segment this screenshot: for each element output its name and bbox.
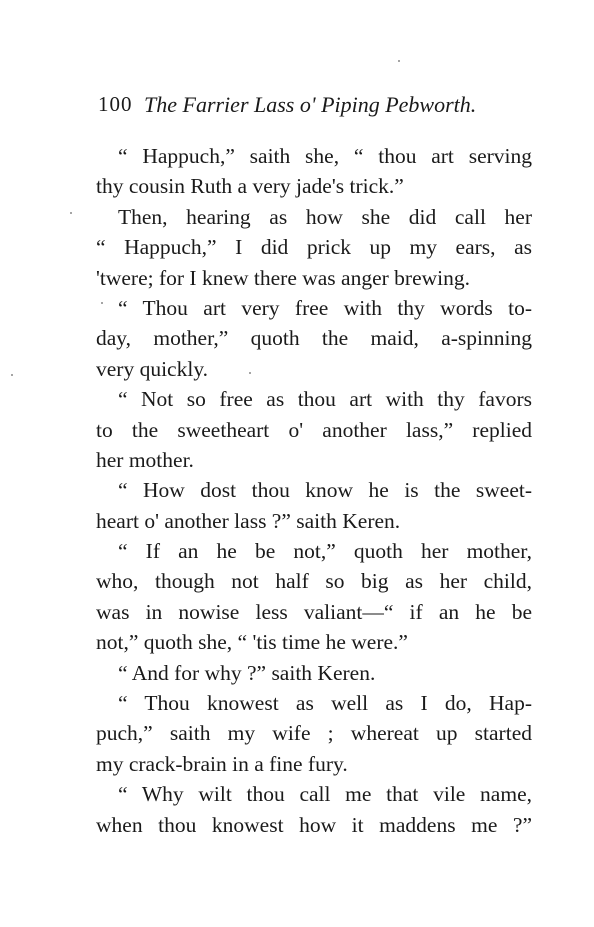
paper-speck — [101, 302, 103, 304]
body-text — [96, 141, 532, 840]
text-line: “ Happuch,” I did prick up my ears, as — [96, 235, 532, 260]
running-title: The Farrier Lass o' Piping Pebworth. — [144, 92, 477, 117]
text-line: “ Thou art very free with thy words to- — [118, 295, 532, 320]
text-line: was in nowise less valiant—“ if an he be — [96, 599, 532, 624]
text-line: to the sweetheart o' another lass,” replied — [96, 417, 532, 442]
text-line: “ How dost thou know he is the sweet- — [118, 478, 532, 503]
text-line: “ And for why ?” saith Keren. — [118, 660, 376, 685]
text-line: “ Thou knowest as well as I do, Hap- — [118, 691, 532, 716]
text-line: puch,” saith my wife ; whereat up started — [96, 721, 532, 746]
paper-speck — [70, 212, 72, 214]
text-line: 'twere; for I knew there was anger brewing. — [96, 265, 470, 290]
text-line: Then, hearing as how she did call her — [118, 204, 532, 229]
text-line: who, though not half so big as her child, — [96, 569, 532, 594]
paper-speck — [11, 374, 13, 376]
text-line: “ If an he be not,” quoth her mother, — [118, 539, 532, 564]
paper-speck — [398, 60, 400, 62]
text-line: “ Happuch,” saith she, “ thou art serving — [118, 144, 532, 168]
text-line: thy cousin Ruth a very jade's trick.” — [96, 174, 404, 199]
page-number: 100 — [98, 92, 133, 116]
text-line: not,” quoth she, “ 'tis time he were.” — [96, 630, 408, 655]
text-line: heart o' another lass ?” saith Keren. — [96, 508, 401, 533]
text-line: day, mother,” quoth the maid, a-spinning — [96, 326, 532, 351]
paper-speck — [249, 372, 251, 374]
text-line: “ Why wilt thou call me that vile name, — [118, 782, 532, 807]
text-line: when thou knowest how it maddens me ?” — [96, 812, 532, 837]
text-line: “ Not so free as thou art with thy favors — [118, 387, 532, 412]
text-line: very quickly. — [96, 356, 209, 381]
page-header — [98, 92, 534, 122]
text-line: her mother. — [96, 447, 194, 472]
text-line: my crack-brain in a fine fury. — [96, 751, 348, 776]
